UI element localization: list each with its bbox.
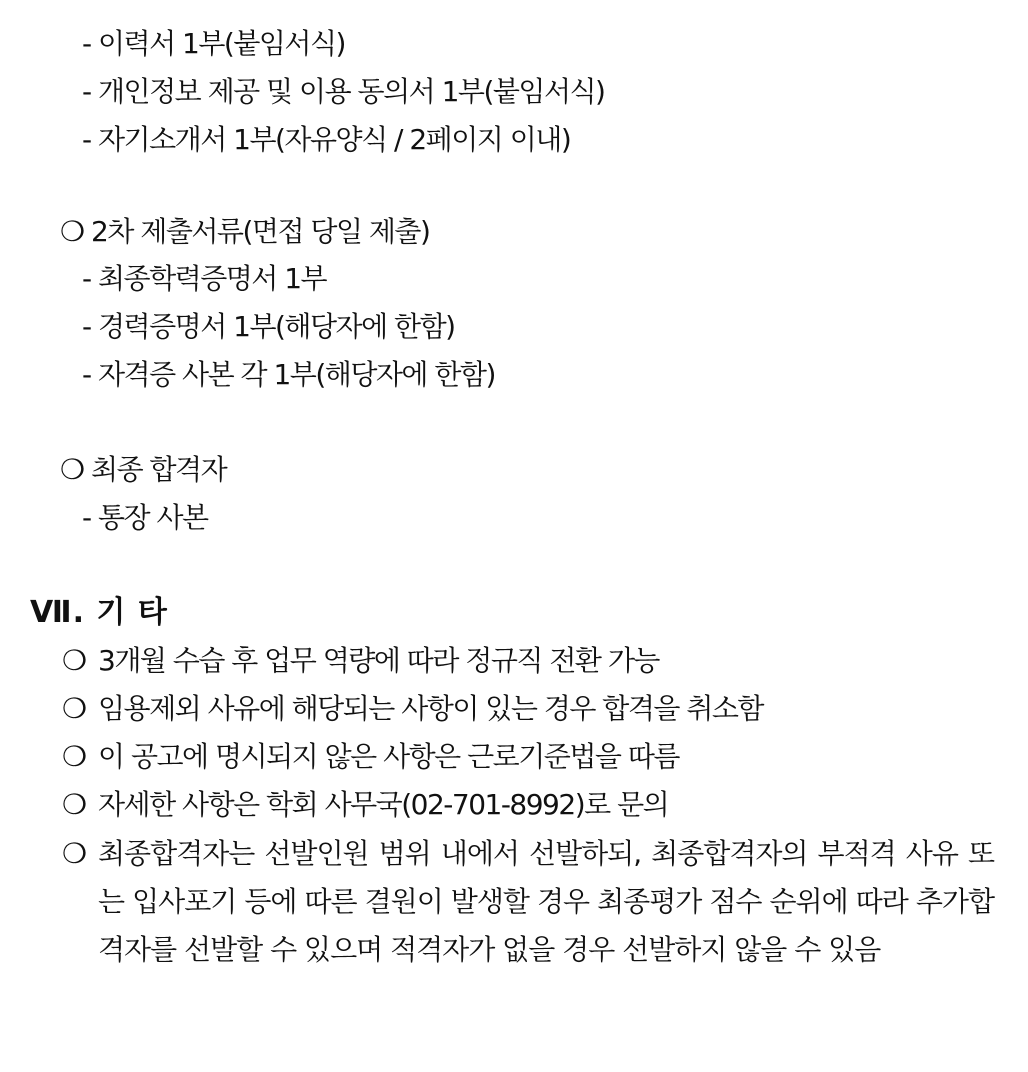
- etc-item-additional-passers: [62, 830, 994, 974]
- circle-bullet-icon: ❍: [62, 644, 86, 677]
- etc-item-text: 3개월 수습 후 업무 역량에 따라 정규직 전환 가능: [98, 644, 659, 677]
- etc-item-text: 최종합격자는 선발인원 범위 내에서 선발하되, 최종합격자의 부적격 사유 또는 입사포기 등에 따른 결원이 발생할 경우 최종평가 점수 순위에 따라 추가합격자를 선발할 수 있으며 적격자가 없을 경우 선발하지 않을 수 있음: [98, 837, 994, 966]
- second-docs-heading: [60, 215, 429, 249]
- circle-bullet-icon: ❍: [60, 215, 84, 248]
- circle-bullet-icon: ❍: [62, 740, 86, 773]
- doc-item-bankbook-copy: - 통장 사본: [82, 501, 208, 534]
- etc-item-labor-law: [62, 740, 679, 774]
- doc-item-resume: - 이력서 1부(붙임서식): [82, 27, 345, 60]
- etc-item-text: 자세한 사항은 학회 사무국(02-701-8992)로 문의: [98, 788, 669, 821]
- section-heading-etc: Ⅶ. 기 타: [30, 595, 168, 630]
- final-docs-heading: [60, 453, 226, 487]
- doc-item-self-intro: - 자기소개서 1부(자유양식 / 2페이지 이내): [82, 123, 571, 156]
- etc-item-text: 이 공고에 명시되지 않은 사항은 근로기준법을 따름: [98, 740, 679, 773]
- final-docs-title: 최종 합격자: [91, 453, 227, 486]
- circle-bullet-icon: ❍: [60, 453, 84, 486]
- circle-bullet-icon: ❍: [62, 692, 86, 725]
- doc-item-privacy-consent: - 개인정보 제공 및 이용 동의서 1부(붙임서식): [82, 75, 605, 108]
- doc-item-license-copy: - 자격증 사본 각 1부(해당자에 한함): [82, 358, 495, 391]
- doc-item-final-education: - 최종학력증명서 1부: [82, 262, 327, 295]
- etc-item-contact: [62, 788, 668, 822]
- circle-bullet-icon: ❍: [62, 837, 87, 870]
- doc-item-career-cert: - 경력증명서 1부(해당자에 한함): [82, 310, 455, 343]
- etc-item-cancellation: [62, 692, 763, 726]
- circle-bullet-icon: ❍: [62, 788, 86, 821]
- etc-item-probation: [62, 644, 659, 678]
- etc-item-text: 임용제외 사유에 해당되는 사항이 있는 경우 합격을 취소함: [98, 692, 763, 725]
- second-docs-title: 2차 제출서류(면접 당일 제출): [91, 215, 430, 248]
